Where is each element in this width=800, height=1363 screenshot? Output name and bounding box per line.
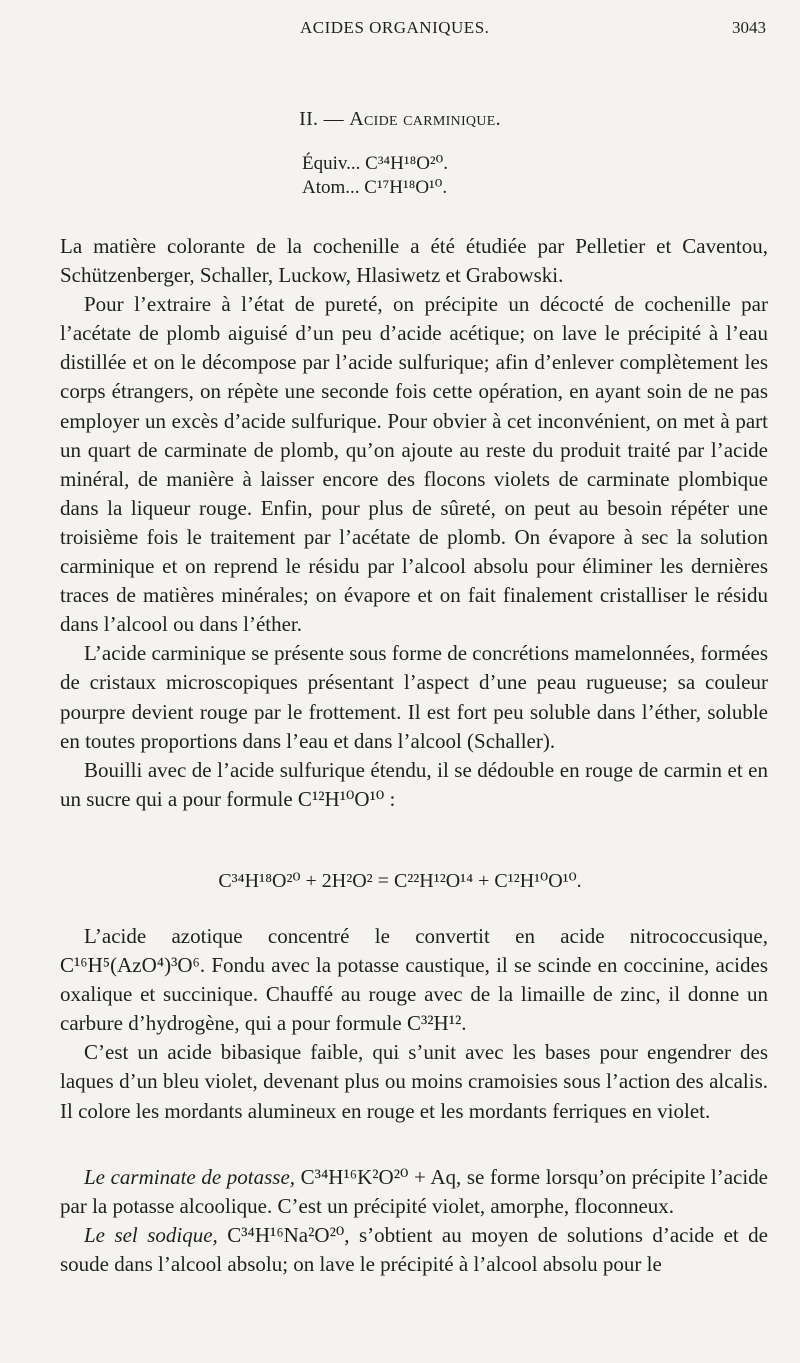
atom-value: C¹⁷H¹⁸O¹⁰. <box>364 177 448 198</box>
potassium-salt-term: Le carminate de potasse, <box>84 1165 296 1189</box>
paragraph-1: La matière colorante de la cochenille a été étudiée par Pelletier et Caventou, Schützenberger, Schaller, Luckow, Hlasiwetz et Grabowski. <box>60 234 768 288</box>
paragraph-sodium-salt <box>60 1221 768 1279</box>
decomposition-equation: C³⁴H¹⁸O²⁰ + 2H²O² = C²²H¹²O¹⁴ + C¹²H¹⁰O¹⁰. <box>218 870 582 892</box>
running-title: ACIDES ORGANIQUES. <box>300 18 490 37</box>
equiv-value: C³⁴H¹⁸O²⁰. <box>365 153 448 174</box>
sodium-salt-term: Le sel sodique, <box>84 1223 218 1248</box>
page-header <box>0 18 800 44</box>
sodium-salt-text: C³⁴H¹⁶Na²O²⁰, s’obtient au moyen de solutions d’acide et de soude dans l’alcool absolu; on lave le précipité à l’alcool absolu pour le <box>60 1223 768 1277</box>
potassium-salt-text: C³⁴H¹⁶K²O²⁰ + Aq, se forme lorsqu’on précipite l’acide par la potasse alcoolique. C’est un précipité violet, amorphe, floconneux. <box>60 1165 768 1219</box>
paragraph-3: L’acide carminique se présente sous forme de concrétions mamelonnées, formées de cristaux microscopiques présentant l’aspect d’une peau rugueuse; sa couleur pourpre devient rouge par le frottement. Il est fort peu soluble dans l’éther, soluble en toutes proportions dans l’eau et dans l’alcool (Schaller). <box>60 641 768 753</box>
paragraph-5: L’acide azotique concentré le convertit en acide nitrococcusique, C¹⁶H⁵(AzO⁴)³O⁶. Fondu avec la potasse caustique, il se scinde en coccinine, acides oxalique et succinique. Chauffé au rouge avec de la limaille de zinc, il donne un carbure d’hydrogène, qui a pour formule C³²H¹². <box>60 924 768 1036</box>
section-title: Acide carminique. <box>349 108 501 130</box>
main-text-block <box>60 232 768 814</box>
paragraph-2: Pour l’extraire à l’état de pureté, on précipite un décocté de cochenille par l’acétate de plomb aiguisé d’un peu d’acide acétique; on lave le précipité à l’eau distillée et on le décompose par l’acide sulfurique; afin d’enlever complètement les corps étrangers, on répète une seconde fois cette opération, en ayant soin de ne pas employer un excès d’acide sulfurique. Pour obvier à cet inconvénient, on met à part un quart de carminate de plomb, qu’on ajoute au reste du produit traité par l’acide minéral, de manière à laisser encore des flocons violets de carminate plombique dans la liqueur rouge. Enfin, pour plus de sûreté, on peut au besoin répéter une troisième fois le traitement par l’acétate de plomb. On évapore à sec la solution carminique et on reprend le résidu par l’alcool absolu pour éliminer les dernières traces de matières minérales; on évapore et on fait finalement cristalliser le résidu dans l’alcool ou dans l’éther. <box>60 292 768 637</box>
paragraph-4: Bouilli avec de l’acide sulfurique étendu, il se dédouble en rouge de carmin et en un sucre qui a pour formule C¹²H¹⁰O¹⁰ : <box>60 757 768 811</box>
atomic-formula <box>302 176 447 199</box>
paragraph-6: C’est un acide bibasique faible, qui s’unit avec les bases pour engendrer des laques d’un bleu violet, devenant plus ou moins cramoisies sous l’action des alcalis. Il colore les mordants alumineux en rouge et les mordants ferriques en violet. <box>60 1040 768 1123</box>
section-heading <box>0 108 800 131</box>
equivalent-formula <box>302 152 448 175</box>
salts-text-block <box>60 1163 768 1279</box>
paragraph-potassium-salt <box>60 1163 768 1221</box>
second-text-block <box>60 922 768 1126</box>
page-number: 3043 <box>732 18 766 37</box>
atom-label: Atom... <box>302 177 365 198</box>
equiv-label: Équiv... <box>302 153 366 174</box>
section-number: II. — <box>299 108 350 130</box>
